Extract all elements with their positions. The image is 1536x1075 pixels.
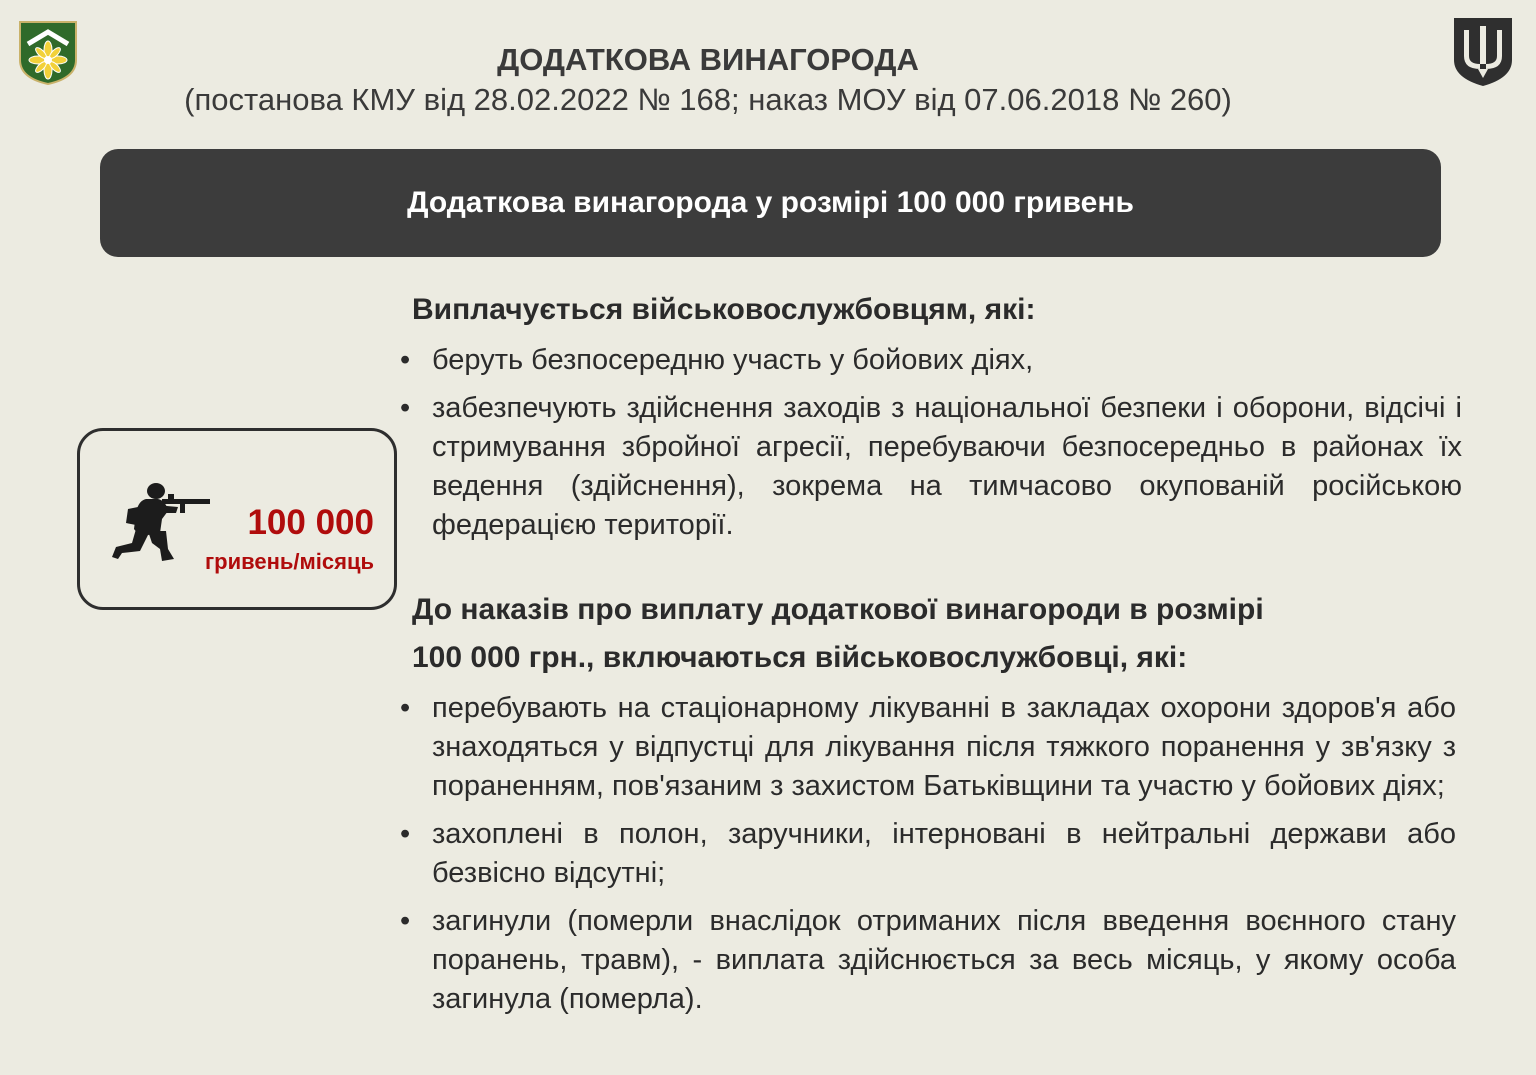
list-item: • захоплені в полон, заручники, інтерновані в нейтральні держави або безвісно відсутні; (400, 815, 1456, 893)
trident-emblem-icon (1452, 16, 1514, 88)
amount-card (77, 428, 397, 610)
banner (100, 149, 1441, 257)
amount-value: 100 000 (247, 503, 374, 542)
section2-heading-line2: 100 000 грн., включаються військовослужбовці, які: (412, 641, 1188, 674)
list-item: • беруть безпосередню участь у бойових діях, (400, 341, 1462, 380)
section1-list (400, 341, 1462, 554)
list-item: • перебувають на стаціонарному лікуванні в закладах охорони здоров'я або знаходяться у відпустці для лікування після тяжкого поранення у зв'язку з пораненням, пов'язаним з захистом Батьківщини та участю у бойових діях; (400, 689, 1456, 806)
page-subtitle: (постанова КМУ від 28.02.2022 № 168; наказ МОУ від 07.06.2018 № 260) (184, 82, 1232, 117)
section1-heading: Виплачується військовослужбовцям, які: (412, 293, 1036, 326)
list-item: • забезпечують здійснення заходів з національної безпеки і оборони, відсічі і стримування збройної агресії, перебуваючи безпосередньо в районах їх ведення (здійснення), зокрема на тимчасово окупованій російською федерацією території. (400, 389, 1462, 545)
page-title: ДОДАТКОВА ВИНАГОРОДА (497, 42, 919, 77)
amount-unit: гривень/місяць (204, 549, 374, 574)
list-item: • загинули (померли внаслідок отриманих після введення воєнного стану поранень, травм), - виплата здійснюється за весь місяць, у якому особа загинула (померла). (400, 902, 1456, 1019)
section2-heading-line1: До наказів про виплату додаткової винагороди в розмірі (412, 593, 1264, 626)
banner-text: Додаткова винагорода у розмірі 100 000 гривень (407, 186, 1134, 219)
kneeling-soldier-icon (108, 479, 212, 565)
section2-list (400, 689, 1456, 1028)
